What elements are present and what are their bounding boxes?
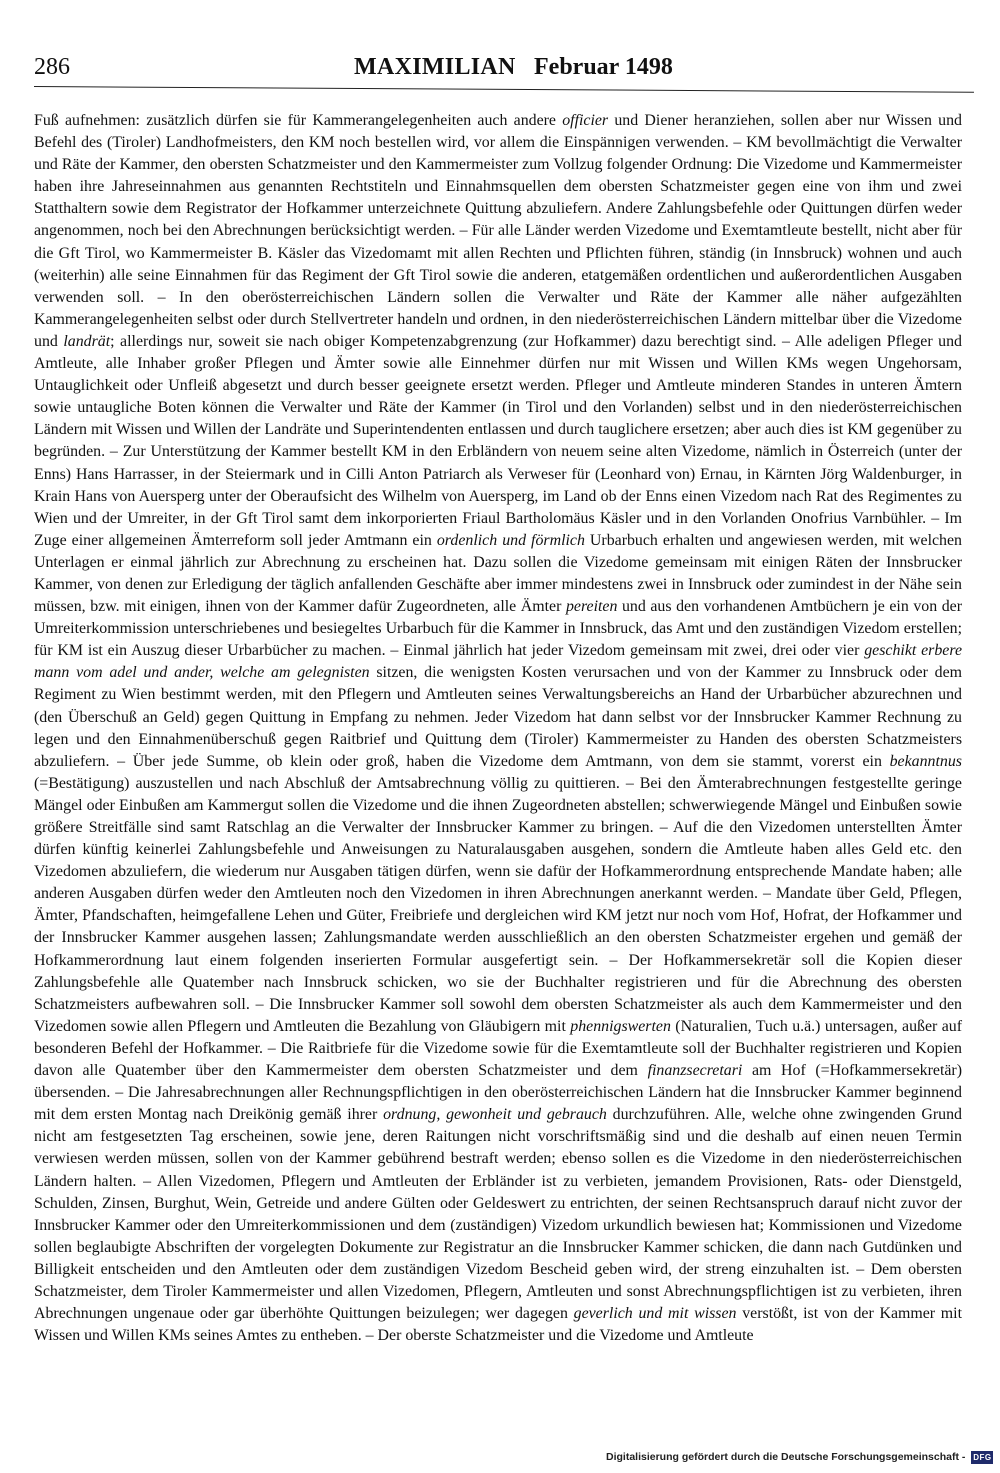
italic-term: ordenlich und förmlich <box>436 531 585 549</box>
italic-term: phennigswerten <box>570 1017 671 1035</box>
text-segment: und aus den vorhandenen Amtbüchern je ein von der Umreiterkommission unterschriebenes und besiegeltes Urbarbuch für die Kammer in Innsbruck, das Amt und den zuständigen Vizedom erstellen; für KM ist ein Auszug dieser Urbarbücher zu machen. – Einmal jährlich hat jeder Vizedom gemeinsam mit zwei, drei oder vier <box>34 598 963 660</box>
text-segment: Fuß aufnehmen: zusätzlich dürfen sie für Kammerangelegenheiten auch andere <box>34 112 563 129</box>
italic-term: ordnung, gewonheit und gebrauch <box>383 1106 607 1124</box>
text-segment: ; allerdings nur, soweit sie nach obiger Kompetenzabgrenzung (zur Hofkammer) dazu berechtigt sind. – Alle adeligen Pfleger und Amtleute, alle Inhaber großer Pflegen und Ämter sowie alle Einnehmer dürfen nur mit Wissen und Willen KMs wegen Ungehorsam, Untauglichkeit oder Unfleiß abgesetzt und durch besser geeignete ersetzt werden. Pfleger und Amtleute minderen Standes in unteren Ämtern sowie untaugliche Boten können die Verwalter und Räte der Kammer (in Tirol und den Vorlanden) selbst und in den niederösterreichischen Ländern mit Wissen und Willen der Landräte und Superintendenten entlassen und durch tauglichere ersetzen; aber auch dies ist KM gegenüber zu begründen. – Zur Unterstützung der Kammer bestellt KM in den Erbländern von neuem seine alten Vizedome, nämlich in Österreich (unter der Enns) Hans Harrasser, in der Steiermark und in Cilli Anton Patriarch als Verweser für (Leonhard von) Ernau, in Kärnten Jörg Waldenburger, in Krain Hans von Auersperg unter der Oberaufsicht des Wilhelm von Auersperg, im Land ob der Enns einen Vizedom nach Rat des Regimentes zu Wien und der Umreiter, in der Gft Tirol samt dem inkorporierten Friaul Bartholomäus Käsler und in den Vorlanden Onofrius Varnbühler. – Im Zuge einer allgemeinen Ämterreform soll jeder Amtmann ein <box>34 332 962 549</box>
body-text <box>34 110 962 1347</box>
italic-term: officier <box>562 112 609 129</box>
italic-term: bekanntnus <box>889 752 962 770</box>
text-segment: und Diener heranziehen, sollen aber nur Wissen und Befehl des (Tiroler) Landhofmeisters, den KM noch bestellen wird, vor allem die Einspännigen verwenden. – KM bevollmächtigt die Verwalter und Räte der Kammer, den obersten Schatzmeister und den Kammermeister zum Vollzug folgender Ordnung: Die Vizedome und Kammermeister haben ihre Jahreseinnahmen aus genannten Rechtstiteln und Einnahmsquellen dem obersten Schatzmeister gegen eine von ihm und zwei Statthaltern sowie dem Registrator der Hofkammer unterzeichnete Quittung abzuliefern. Andere Zahlungsbefehle oder Quittungen dürfen weder angenommen, noch bei den Abrechnungen berücksichtigt werden. – Für alle Länder werden Vizedome und Exemtamtleute bestellt, nicht aber für die Gft Tirol, wo Kammermeister B. Käsler das Vizedomamt mit allen Rechten und Pflichten führen, ständig (in Innsbruck) wohnen und auch (weiterhin) alle seine Einnahmen für das Regiment der Gft Tirol sowie die anderen, etatgemäßen ordentlichen und außerordentlichen Ausgaben verwenden soll. – In den oberösterreichischen Ländern sollen die Verwalter und Räte der Kammer alle näher aufgezählten Kammerangelegenheiten selbst oder durch Stellvertreter handeln und ordnen, in den niederösterreichischen Ländern mittelbar über die Vizedome und <box>34 112 962 350</box>
dfg-logo-icon: DFG <box>973 1452 992 1462</box>
footer-credit: Digitalisierung gefördert durch die Deutsche Forschungsgemeinschaft - <box>606 1451 966 1463</box>
header-rule <box>34 86 974 93</box>
header-title: MAXIMILIAN <box>354 54 516 80</box>
italic-term: geschikt erbere mann vom adel und ander, welche am gelegnisten <box>34 642 963 682</box>
text-segment: durchzuführen. Alle, welche ohne zwingenden Grund nicht am festgesetzten Tag erscheinen, sowie jene, deren Raitungen nicht vorschriftsmäßig sind und die deshalb auf einen neuen Termin verwiesen werden müssen, sollen von der Kammer gebührend bestraft werden; ebenso sollen es die Vizedome in den niederösterreichischen Ländern halten. – Allen Vizedomen, Pflegern und Amtleuten der Erbländer ist zu verbieten, jemandem Provisionen, Rats- oder Dienstgeld, Schulden, Zinsen, Burghut, Wein, Getreide und andere Gülten oder Geldeswert zu entrichten, der seinen Rechtsanspruch darauf nicht zuvor der Innsbrucker Kammer oder den Umreiterkommissionen und dem (zuständigen) Vizedom urkundlich bewiesen hat; Kommissionen und Vizedome sollen beglaubigte Abschriften der vorgelegten Dokumente zur Registratur an die Innsbrucker Kammer schicken, die dann nach Gutdünken und Billigkeit entscheiden und den Amtleuten oder dem zuständigen Vizedom Bescheid geben wird, der streng einzuhalten ist. – Dem obersten Schatzmeister, dem Tiroler Kammermeister und allen Vizedomen, Pflegern, Amtleuten und sonst Abrechnungspflichtigen ist zu verbieten, ihren Abrechnungen ungenaue oder gar überhöhte Quittungen beizulegen; wer dagegen <box>34 1106 962 1323</box>
italic-term: geverlich und mit wissen <box>573 1305 737 1323</box>
header-date: Februar 1498 <box>534 54 673 80</box>
text-segment: verstößt, ist von der Kammer mit Wissen und Willen KMs seines Amtes zu entheben. – Der oberste Schatzmeister und die Vizedome und Amtleute <box>34 1305 962 1345</box>
text-segment: (=Bestätigung) auszustellen und nach Abschluß der Amtsabrechnung völlig zu quittieren. – Bei den Ämterabrechnungen festgestellte geringe Mängel oder Einbußen am Kammergut sollen die Vizedome und die ihnen Zugeordneten abstellen; schwerwiegende Mängel und Einbußen sowie größere Streitfälle sind samt Ratschlag an die Verwalter der Innsbrucker Kammer zu bringen. – Auf die den Vizedomen unterstellten Ämter dürfen künftig keinerlei Zahlungsbefehle und Anweisungen zu Naturalausgaben ausgehen, sondern die Amtleute haben alles Geld etc. den Vizedomen abzuliefern, die wiederum nur Ausgaben tätigen dürfen, wenn sie dafür der Hofkammerordnung entsprechende Mandate haben; alle anderen Ausgaben dürfen weder den Amtleuten noch den Vizedomen in ihren Abrechnungen anerkannt werden. – Mandate über Geld, Pflegen, Ämter, Pfandschaften, heimgefallene Lehen und Güter, Freibriefe und dergleichen wird KM jetzt nur noch vom Hof, Hofrat, der Hofkammer und der Innsbrucker Kammer ausgehen lassen; Zahlungsmandate werden ausschließlich an den obersten Schatzmeister ergehen und gemäß der Hofkammerordnung laut einem folgenden inserierten Formular ausgefertigt sein. – Der Hofkammersekretär soll die Kopien dieser Zahlungsbefehle alle Quatember nach Innsbruck schicken, wo sie der Buchhalter registrieren und für die Abrechnung des obersten Schatzmeisters aufbewahren soll. – Die Innsbrucker Kammer soll sowohl dem obersten Schatzmeister als auch dem Kammermeister und den Vizedomen sowie allen Pflegern und Amtleuten die Bezahlung von Gläubigern mit <box>34 774 962 1035</box>
text-segment: Urbarbuch erhalten und angewiesen werden, mit welchen Unterlagen er einmal jährlich zur Abrechnung zu erscheinen hat. Dazu sollen die Vizedome gemeinsam mit einigen Räten der Innsbrucker Kammer, von denen zur Erledigung der täglich anfallenden Geschäfte aber immer mindestens zwei in Innsbruck oder zumindest in der Nähe sein müssen, bzw. mit einigen, ihnen von der Kammer dafür Zugeordneten, alle Ämter <box>34 531 962 616</box>
running-header <box>34 52 674 86</box>
text-segment: (Naturalien, Tuch u.ä.) untersagen, außer auf besonderen Befehl der Hofkammer. – Die Raitbriefe für die Vizedome sowie für die Exemtamtleute soll der Buchhalter registrieren und Kopien davon alle Quatember über den Kammermeister dem obersten Schatzmeister und dem <box>34 1017 962 1080</box>
footer <box>606 1449 993 1465</box>
italic-term: finanzsecretari <box>647 1062 743 1080</box>
italic-term: landrät <box>63 332 111 350</box>
text-segment: am Hof (=Hofkammersekretär) übersenden. – Die Jahresabrechnungen aller Rechnungspflichtigen in den oberösterreichischen Ländern hat die Innsbrucker Kammer beginnend mit dem ersten Montag nach Dreikönig gemäß ihrer <box>34 1062 962 1124</box>
page-number: 286 <box>34 54 70 80</box>
italic-term: pereiten <box>565 598 618 616</box>
text-segment: sitzen, die wenigsten Kosten verursachen und von der Kammer zu Innsbruck oder dem Regiment zu Wien bestimmt werden, mit den Pflegern und Amtleuten seines Verwaltungsbereichs an Hand der Urbarbücher abzurechnen und (den Überschuß an Geld) gegen Quittung in Empfang zu nehmen. Jeder Vizedom hat dann selbst vor der Innsbrucker Kammer Rechnung zu legen und den Einnahmenüberschuß gegen Raitbrief und Quittung dem (Tiroler) Kammermeister zu Handen des obersten Schatzmeisters abzuliefern. – Über jede Summe, ob klein oder groß, haben die Vizedome dem Amtmann, von dem sie stammt, vorerst ein <box>34 664 962 770</box>
